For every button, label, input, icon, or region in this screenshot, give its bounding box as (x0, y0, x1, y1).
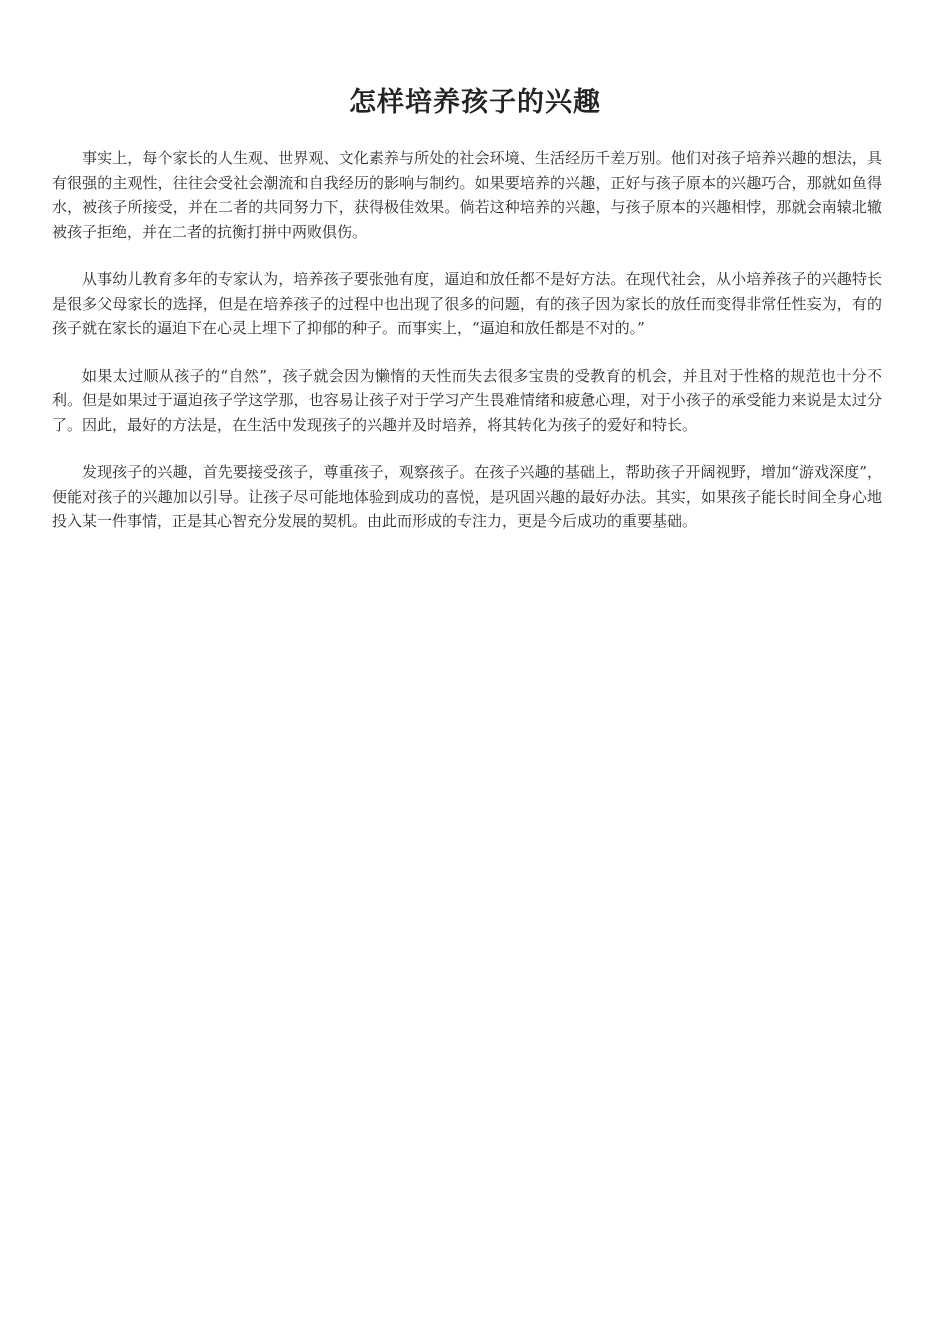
document-title: 怎样培养孩子的兴趣 (349, 87, 601, 118)
paragraph-2: 从事幼儿教育多年的专家认为，培养孩子要张弛有度，逼迫和放任都不是好方法。在现代社会，从小培养孩子的兴趣特长是很多父母家长的选择，但是在培养孩子的过程中也出现了很多的问题，有的孩子因为家长的放任而变得非常任性妄为，有的孩子就在家长的逼迫下在心灵上埋下了抑郁的种子。而事实上，“逼迫和放任都是不对的。” (52, 270, 882, 337)
paragraph-1: 事实上，每个家长的人生观、世界观、文化素养与所处的社会环境、生活经历千差万别。他们对孩子培养兴趣的想法，具有很强的主观性，往往会受社会潮流和自我经历的影响与制约。如果要培养的兴趣，正好与孩子原本的兴趣巧合，那就如鱼得水，被孩子所接受，并在二者的共同努力下，获得极佳效果。倘若这种培养的兴趣，与孩子原本的兴趣相悖，那就会南辕北辙被孩子拒绝，并在二者的抗衡打拼中两败俱伤。 (52, 149, 882, 241)
paragraph-4: 发现孩子的兴趣，首先要接受孩子，尊重孩子，观察孩子。在孩子兴趣的基础上，帮助孩子开阔视野，增加“游戏深度”，便能对孩子的兴趣加以引导。让孩子尽可能地体验到成功的喜悦，是巩固兴趣的最好办法。其实，如果孩子能长时间全身心地投入某一件事情，正是其心智充分发展的契机。由此而形成的专注力，更是今后成功的重要基础。 (52, 463, 882, 530)
document-body (52, 146, 882, 557)
paragraph-3: 如果太过顺从孩子的“自然”，孩子就会因为懒惰的天性而失去很多宝贵的受教育的机会，并且对于性格的规范也十分不利。但是如果过于逼迫孩子学这学那，也容易让孩子对于学习产生畏难情绪和疲惫心理，对于小孩子的承受能力来说是太过分了。因此，最好的方法是，在生活中发现孩子的兴趣并及时培养，将其转化为孩子的爱好和特长。 (52, 366, 882, 434)
